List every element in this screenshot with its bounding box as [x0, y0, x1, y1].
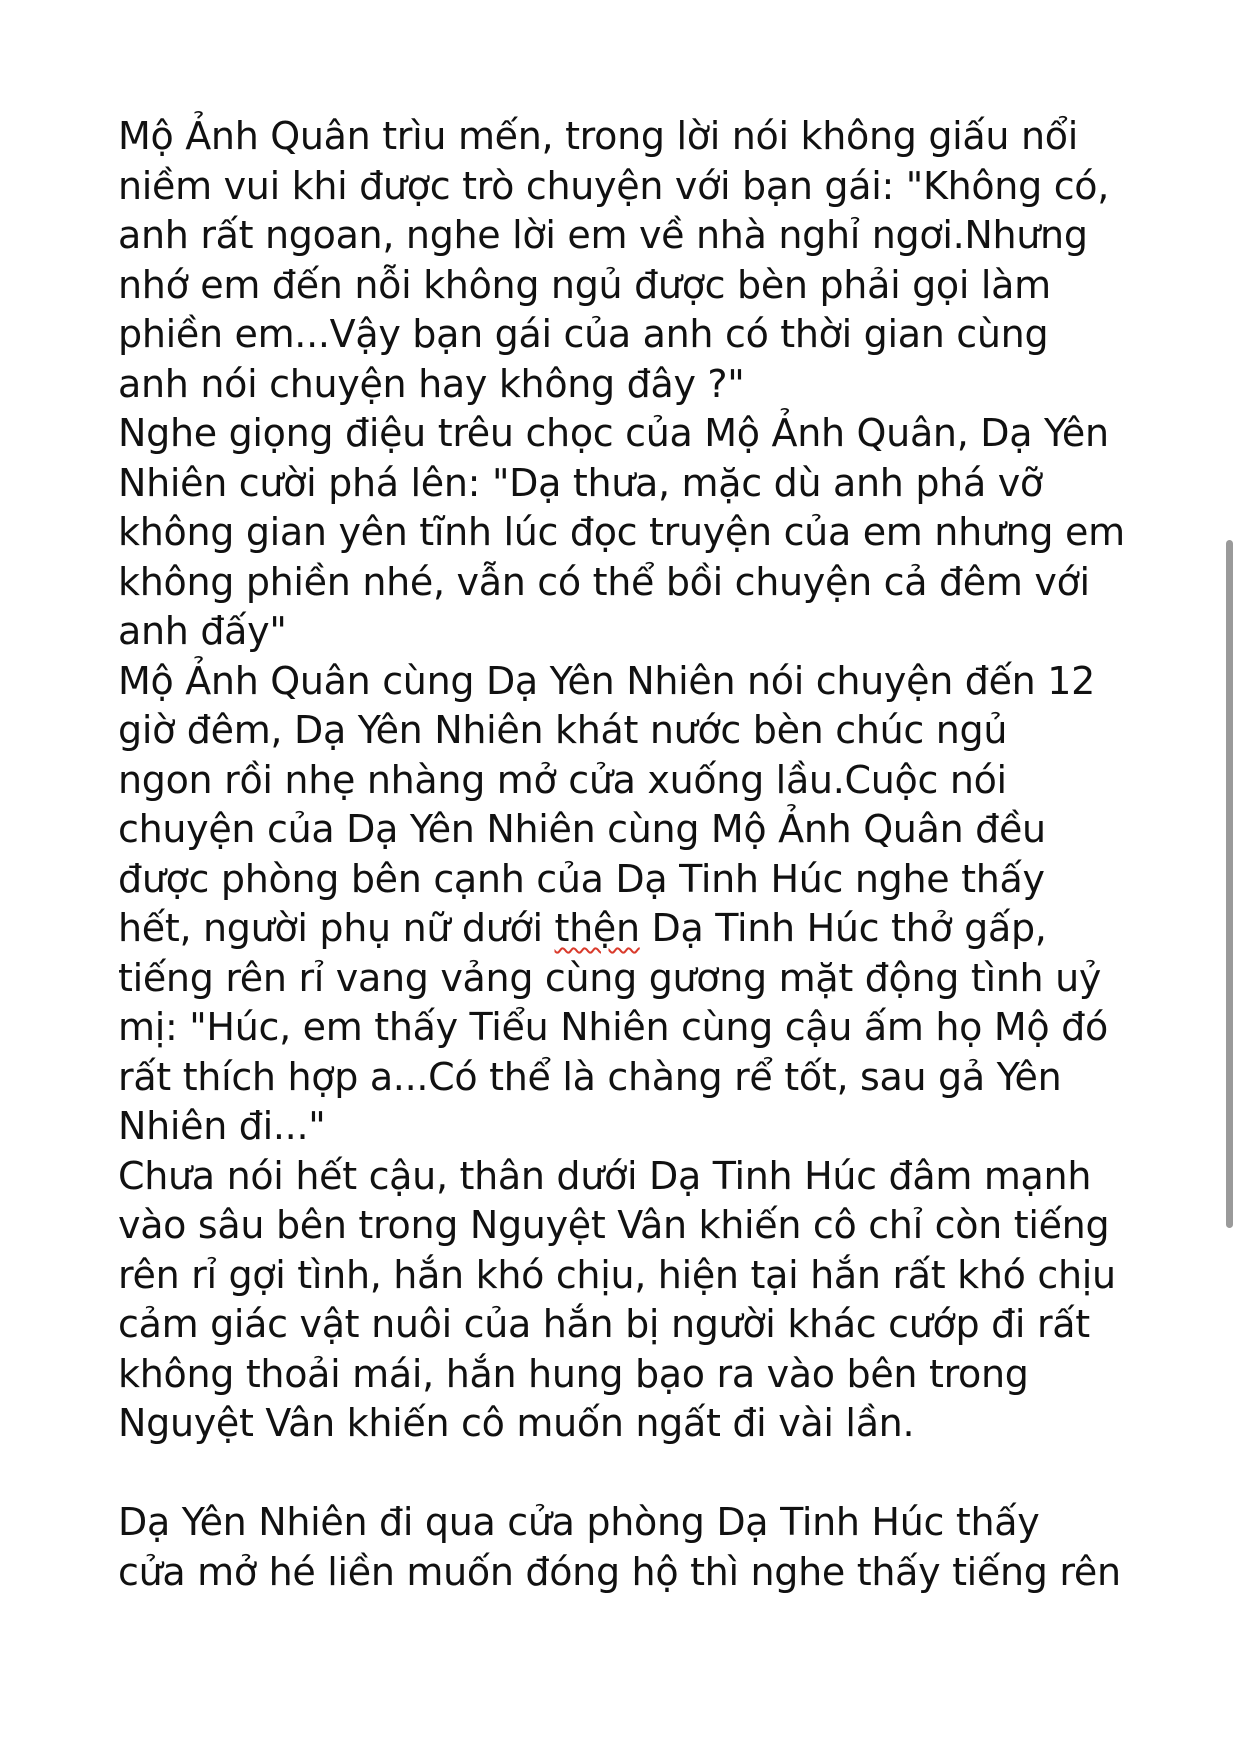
- text-run: ngon rồi nhẹ nhàng mở cửa xuống lầu.Cuộc nói: [118, 757, 1007, 802]
- text-run: rên rỉ gợi tình, hắn khó chịu, hiện tại hắn rất khó chịu: [118, 1252, 1116, 1297]
- text-run: được phòng bên cạnh của Dạ Tinh Húc nghe thấy: [118, 856, 1045, 901]
- text-line: [118, 1251, 1128, 1301]
- text-line: [118, 112, 1128, 162]
- text-line: [118, 409, 1128, 459]
- text-run: Dạ Yên Nhiên đi qua cửa phòng Dạ Tinh Húc thấy: [118, 1500, 1040, 1544]
- text-line: [118, 805, 1128, 855]
- text-run: không phiền nhé, vẫn có thể bồi chuyện cả đêm với: [118, 559, 1090, 604]
- text-line: [118, 459, 1128, 509]
- text-run: không thoải mái, hắn hung bạo ra vào bên trong: [118, 1351, 1029, 1396]
- text-line: [118, 607, 1128, 657]
- text-line: [118, 508, 1128, 558]
- text-run: chuyện của Dạ Yên Nhiên cùng Mộ Ảnh Quân đều: [118, 807, 1046, 851]
- text-run: nhớ em đến nỗi không ngủ được bèn phải gọi làm: [118, 262, 1051, 307]
- text-line: [118, 1350, 1128, 1400]
- text-run: giờ đêm, Dạ Yên Nhiên khát nước bèn chúc ngủ: [118, 708, 1008, 752]
- text-run: mị: "Húc, em thấy Tiểu Nhiên cùng cậu ấm họ Mộ đó: [118, 1005, 1108, 1049]
- text-run: anh đấy": [118, 609, 287, 653]
- text-line: [118, 1053, 1128, 1103]
- misspelled-word: thện: [554, 906, 640, 950]
- text-run: anh rất ngoan, nghe lời em về nhà nghỉ ngơi.Nhưng: [118, 213, 1088, 257]
- text-run: Mộ Ảnh Quân trìu mến, trong lời nói không giấu nổi: [118, 114, 1078, 158]
- text-run: Nhiên cười phá lên: "Dạ thưa, mặc dù anh phá vỡ: [118, 460, 1043, 505]
- text-line: [118, 1152, 1128, 1202]
- text-line: [118, 261, 1128, 311]
- text-line: [118, 310, 1128, 360]
- text-run: Chưa nói hết cậu, thân dưới Dạ Tinh Húc đâm mạnh: [118, 1153, 1092, 1198]
- text-line: [118, 954, 1128, 1004]
- text-run: phiền em...Vậy bạn gái của anh có thời gian cùng: [118, 312, 1049, 356]
- text-line: [118, 1003, 1128, 1053]
- text-run: Nguyệt Vân khiến cô muốn ngất đi vài lần.: [118, 1401, 915, 1445]
- text-line: [118, 706, 1128, 756]
- text-run: tiếng rên rỉ vang vảng cùng gương mặt động tình uỷ: [118, 955, 1102, 1000]
- text-line: [118, 211, 1128, 261]
- text-line: [118, 756, 1128, 806]
- text-line: [118, 558, 1128, 608]
- text-run: không gian yên tĩnh lúc đọc truyện của em nhưng em: [118, 510, 1125, 554]
- text-line: [118, 1102, 1128, 1152]
- text-line: [118, 1300, 1128, 1350]
- text-line: [118, 360, 1128, 410]
- text-run: cửa mở hé liền muốn đóng hộ thì nghe thấy tiếng rên: [118, 1549, 1121, 1594]
- text-run: rất thích hợp a...Có thể là chàng rể tốt, sau gả Yên: [118, 1054, 1062, 1099]
- text-line: [118, 162, 1128, 212]
- text-run: vào sâu bên trong Nguyệt Vân khiến cô chỉ còn tiếng: [118, 1203, 1110, 1247]
- text-run: Nhiên đi...": [118, 1104, 326, 1148]
- scrollbar-thumb[interactable]: [1226, 540, 1233, 1228]
- text-line: [118, 1498, 1128, 1548]
- text-line: [118, 1548, 1128, 1598]
- text-line: [118, 657, 1128, 707]
- text-run: Mộ Ảnh Quân cùng Dạ Yên Nhiên nói chuyện đến 12: [118, 658, 1095, 703]
- text-run: anh nói chuyện hay không đây ?": [118, 361, 745, 406]
- text-line: [118, 1399, 1128, 1449]
- text-line: [118, 1201, 1128, 1251]
- text-line: [118, 855, 1128, 905]
- text-run: niềm vui khi được trò chuyện với bạn gái: "Không có,: [118, 163, 1110, 208]
- document-body: [118, 112, 1128, 1597]
- text-run: Nghe giọng điệu trêu chọc của Mộ Ảnh Quân, Dạ Yên: [118, 411, 1109, 455]
- text-run: hết, người phụ nữ dưới: [118, 906, 555, 950]
- paragraph-gap: [118, 1449, 1128, 1499]
- text-run: Dạ Tinh Húc thở gấp,: [639, 906, 1047, 950]
- text-run: cảm giác vật nuôi của hắn bị người khác cướp đi rất: [118, 1302, 1090, 1346]
- text-line: [118, 904, 1128, 954]
